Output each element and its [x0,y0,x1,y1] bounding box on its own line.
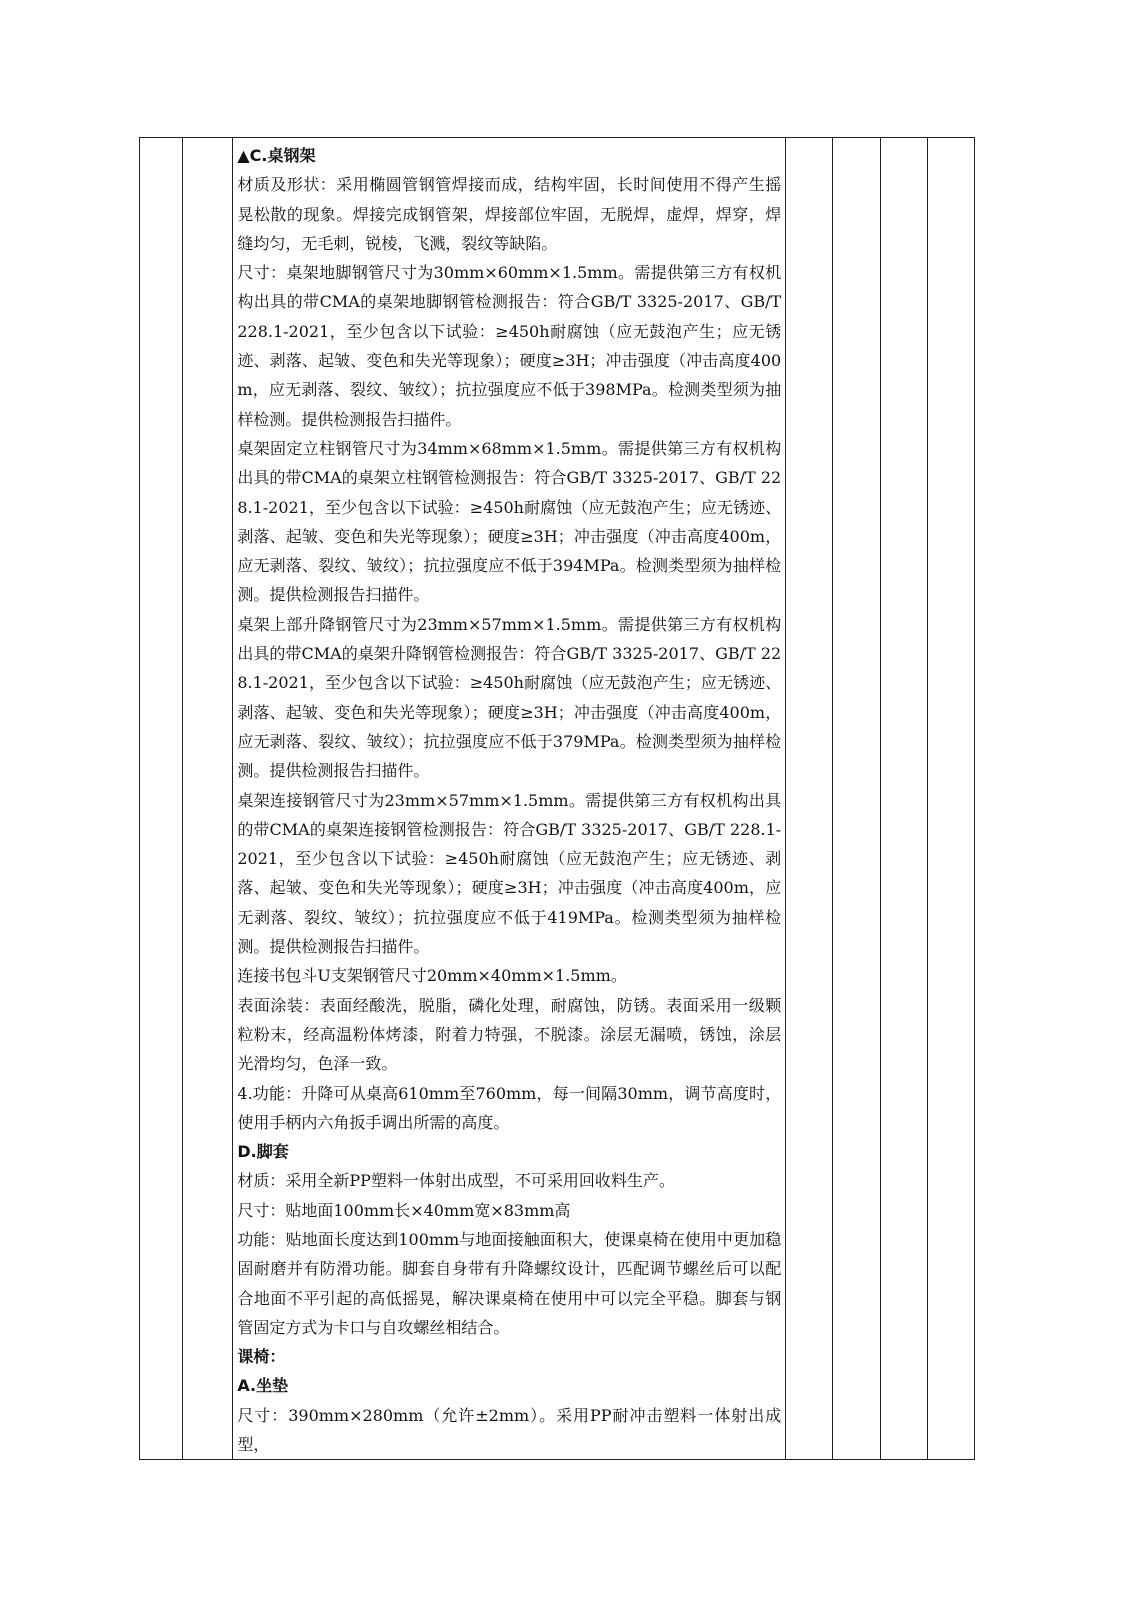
spec-content-cell [233,138,786,1460]
empty-cell [833,138,880,1460]
section-heading-chair: 课椅： [237,1347,286,1367]
section-heading-desk-steel-frame: ▲C.桌钢架 [237,146,316,165]
item-name-cell [183,138,233,1460]
column-tube-paragraph: 桌架固定立柱钢管尺寸为34mm×68mm×1.5mm。需提供第三方有权机构出具的带CMA的桌架立柱钢管检测报告：符合GB/T 3325-2017、GB/T 228.1-2021，至少包含以下试验：≥450h耐腐蚀（应无鼓泡产生；应无锈迹、剥落、起皱、变色和失光等现象）；硬度≥3H；冲击强度（冲击高度400m，应无剥落、裂纹、皱纹）；抗拉强度应不低于394MPa。检测类型须为抽样检测。提供检测报告扫描件。 [237,438,782,605]
section-heading-seat: A.坐垫 [237,1376,289,1396]
function-paragraph: 4.功能：升降可从桌高610mm至760mm，每一间隔30mm，调节高度时，使用手柄内六角扳手调出所需的高度。 [237,1083,782,1132]
empty-cell [786,138,833,1460]
seat-size-paragraph: 尺寸：390mm×280mm（允许±2mm）。采用PP耐冲击塑料一体射出成型， [237,1405,782,1455]
foot-size-paragraph: 尺寸：贴地面100mm长×40mm宽×83mm高 [237,1200,571,1220]
empty-cell [880,138,927,1460]
surface-coating-paragraph: 表面涂装：表面经酸洗，脱脂，磷化处理，耐腐蚀，防锈。表面采用一级颗粒粉末，经高温粉体烤漆，附着力特强，不脱漆。涂层无漏喷，锈蚀，涂层光滑均匀，色泽一致。 [237,995,782,1074]
bag-bracket-paragraph: 连接书包斗U支架钢管尺寸20mm×40mm×1.5mm。 [237,966,627,986]
spec-table [139,137,975,1460]
foot-function-paragraph: 功能：贴地面长度达到100mm与地面接触面积大，使课桌椅在使用中更加稳固耐磨并有防滑功能。脚套自身带有升降螺纹设计，匹配调节螺丝后可以配合地面不平引起的高低摇晃，解决课桌椅在使用中可以完全平稳。脚套与钢管固定方式为卡口与自攻螺丝相结合。 [237,1229,782,1337]
material-shape-paragraph: 材质及形状：采用椭圆管钢管焊接而成，结构牢固，长时间使用不得产生摇晃松散的现象。焊接完成钢管架，焊接部位牢固，无脱焊，虚焊，焊穿，焊缝均匀，无毛刺，锐棱，飞溅，裂纹等缺陷。 [237,175,782,253]
connect-tube-paragraph: 桌架连接钢管尺寸为23mm×57mm×1.5mm。需提供第三方有权机构出具的带CMA的桌架连接钢管检测报告：符合GB/T 3325-2017、GB/T 228.1-2021，至少包含以下试验：≥450h耐腐蚀（应无鼓泡产生；应无锈迹、剥落、起皱、变色和失光等现象）；硬度≥3H；冲击强度（冲击高度400m，应无剥落、裂纹、皱纹）；抗拉强度应不低于419MPa。检测类型须为抽样检测。提供检测报告扫描件。 [237,790,782,957]
table-row [140,138,975,1460]
index-cell [140,138,183,1460]
section-heading-foot-cover: D.脚套 [237,1142,289,1162]
lift-tube-paragraph: 桌架上部升降钢管尺寸为23mm×57mm×1.5mm。需提供第三方有权机构出具的带CMA的桌架升降钢管检测报告：符合GB/T 3325-2017、GB/T 228.1-2021，至少包含以下试验：≥450h耐腐蚀（应无鼓泡产生；应无锈迹、剥落、起皱、变色和失光等现象）；硬度≥3H；冲击强度（冲击高度400m，应无剥落、裂纹、皱纹）；抗拉强度应不低于379MPa。检测类型须为抽样检测。提供检测报告扫描件。 [237,614,782,781]
foot-material-paragraph: 材质：采用全新PP塑料一体射出成型，不可采用回收料生产。 [237,1171,675,1191]
foot-tube-paragraph: 尺寸：桌架地脚钢管尺寸为30mm×60mm×1.5mm。需提供第三方有权机构出具的带CMA的桌架地脚钢管检测报告：符合GB/T 3325-2017、GB/T 228.1-2021，至少包含以下试验：≥450h耐腐蚀（应无鼓泡产生；应无锈迹、剥落、起皱、变色和失光等现象）；硬度≥3H；冲击强度（冲击高度400m，应无剥落、裂纹、皱纹）；抗拉强度应不低于398MPa。检测类型须为抽样检测。提供检测报告扫描件。 [237,263,782,429]
empty-cell [927,138,974,1460]
